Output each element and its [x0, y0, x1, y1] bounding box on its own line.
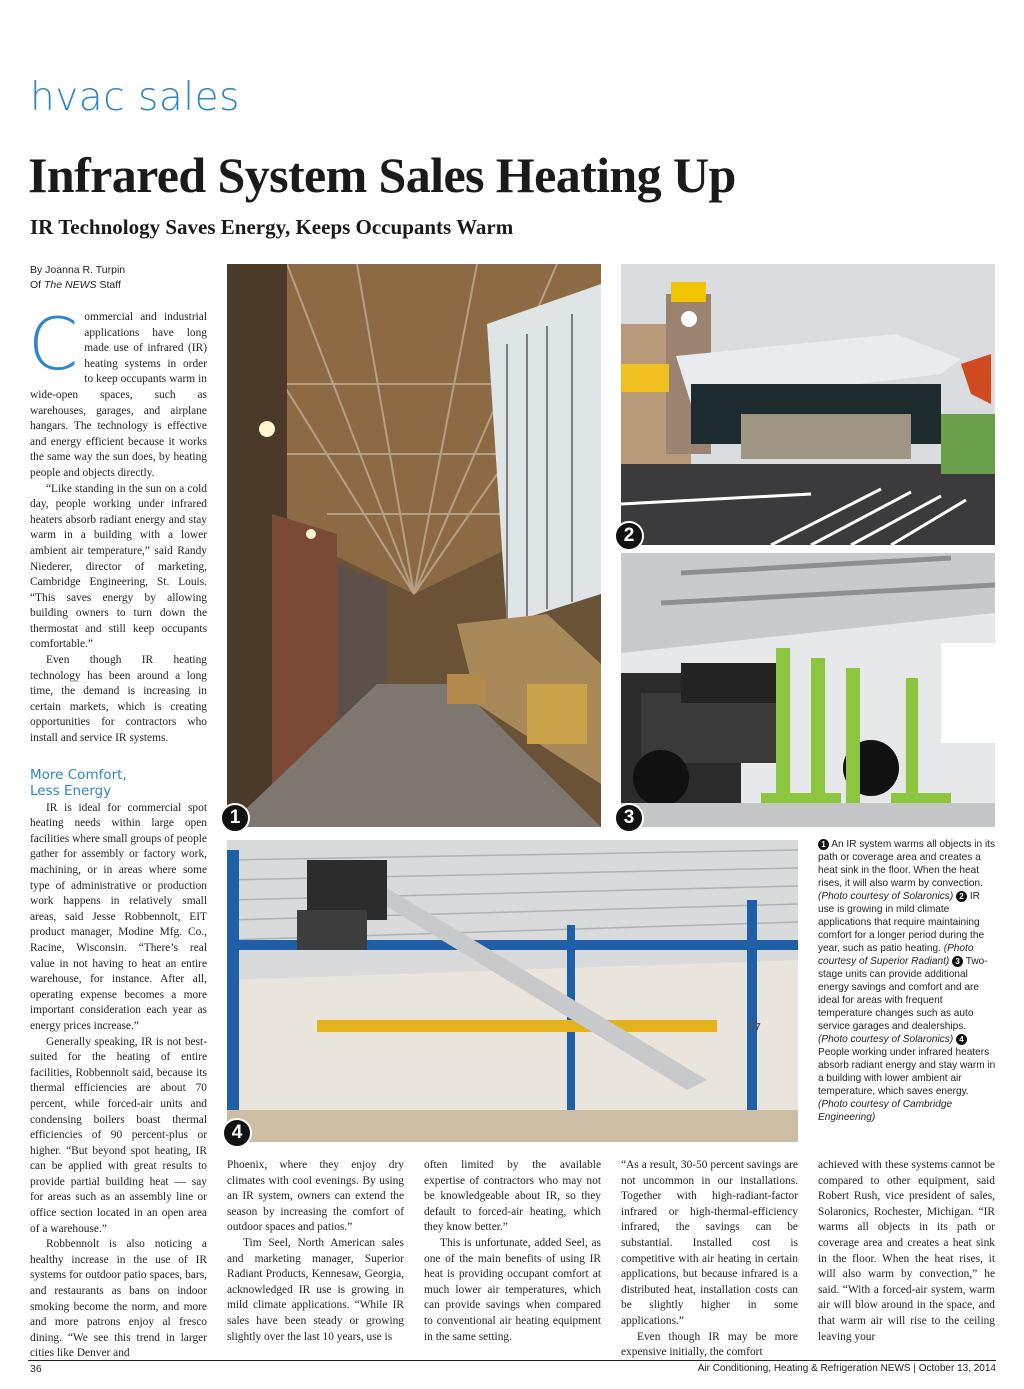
article-column-5	[818, 1158, 995, 1345]
photo-warehouse-heater	[227, 840, 798, 1142]
photo-badge-2: 2	[614, 521, 644, 551]
byline-author: By Joanna R. Turpin	[30, 264, 126, 276]
article-column-1	[28, 302, 207, 1362]
bay-marker-label: F7	[749, 1022, 761, 1033]
article-paragraph: “Like standing in the sun on a cold day, people working under infrared heaters absorb radiant energy and stay warm in a building with a lower ambient air temperature,” said Randy Niederer, director of marketing, Cambridge Engineering, St. Louis. “This saves energy by allowing building owners to turn down the thermostat and still keep occupants comfortable.”	[30, 482, 207, 651]
photo-restaurant-patio	[621, 264, 995, 545]
caption-number-2: 2	[956, 891, 967, 902]
byline-publication: The NEWS	[44, 279, 97, 291]
photo-badge-1: 1	[220, 803, 250, 833]
page-number: 36	[30, 1363, 42, 1375]
article-paragraph: IR is ideal for commercial spot heating needs within large open facilities where small groups of people gather for assembly or factory work, machining, or in areas where some type of administrative or production work happens in relatively small areas, said Jesse Robbennolt, EIT product manager, Modine Mfg. Co., Racine, Wisconsin. “There’s real value in not having to heat an entire warehouse, for instance. After all, operating expense becomes a more important consideration each year as energy prices increase.”	[30, 801, 207, 1032]
section-label: hvac sales	[30, 75, 240, 120]
caption-credit-3: (Photo courtesy of Solaronics)	[818, 1034, 954, 1045]
caption-credit-1: (Photo courtesy of Solaronics)	[818, 891, 954, 902]
caption-credit-4: (Photo courtesy of Cambridge Engineering)	[818, 1099, 953, 1123]
article-paragraph: often limited by the available expertise of contractors who may not be knowledgeable about IR, so they default to forced-air heating, which they know better.”	[424, 1159, 601, 1234]
article-paragraph: Generally speaking, IR is not best-suited for the heating of entire facilities, Robbennolt said, because its thermal efficiencies are about 70 percent, while forced-air units and condensing boilers boast thermal efficiencies of 90 percent-plus or higher. “But beyond spot heating, IR can be applied with great results to provide partial building heat — say for areas such as an assembly line or office section located in an open area of a warehouse.”	[30, 1035, 207, 1235]
byline-affiliation: Of The NEWS Staff	[30, 279, 121, 291]
photo-badge-3: 3	[614, 803, 644, 833]
caption-text-1: An IR system warms all objects in its path or coverage area and creates a heat sink in the floor. When the heat rises, it will also warm by convection.	[818, 839, 996, 889]
article-paragraph: Commercial and industrial applications have long made use of infrared (IR) heating systems in order to keep occupants warm in wide-open spaces, such as warehouses, garages, and airplane hangars. The technology is effective and energy efficient because it works the same way the sun does, by heating people and objects directly.	[28, 302, 207, 479]
caption-number-1: 1	[818, 839, 829, 850]
photo-garage-lift	[621, 553, 995, 827]
article-paragraph: achieved with these systems cannot be compared to other equipment, said Robert Rush, vice president of sales, Solaronics, Rochester, Michigan. “IR warms all objects in its path or coverage area and creates a heat sink in the floor. When the heat rises, it will also warm by convection,” he said. “With a forced-air system, warm air will blow around in the space, and that warm air will rise to the ceiling leaving your	[818, 1159, 995, 1343]
article-paragraph: This is unfortunate, added Seel, as one of the main benefits of using IR heat is providing occupant comfort at much lower air temperatures, which can provide savings when compared to conventional air heating equipment in the same setting.	[424, 1236, 601, 1343]
article-column-3	[424, 1158, 601, 1345]
article-column-2	[227, 1158, 404, 1345]
article-paragraph: “As a result, 30-50 percent savings are not uncommon in our installations. Together with high-radiant-factor infrared or high-thermal-efficiency infrared, the savings can be substantial. Installed cost is competitive with air heating in certain applications, but because infrared is a distributed heat, installation costs can be slightly higher in some applications.”	[621, 1159, 798, 1327]
article-paragraph: Tim Seel, North American sales and marketing manager, Superior Radiant Products, Kennesaw, Georgia, acknowledged IR use is growing in mild climate applications. “While IR sales have been steady or growing slightly over the last 10 years, use is	[227, 1236, 404, 1343]
photo-badge-4: 4	[222, 1118, 252, 1148]
article-paragraph: Even though IR may be more expensive initially, the comfort	[621, 1330, 798, 1359]
subhead: IR Technology Saves Energy, Keeps Occupants Warm	[30, 215, 514, 239]
photo-warehouse-aisle	[227, 264, 601, 827]
caption-credit-2: (Photo courtesy of Superior Radiant)	[818, 943, 974, 967]
article-paragraph: Robbennolt is also noticing a healthy increase in the use of IR systems for outdoor patio spaces, bars, and restaurants as bans on indoor smoking become the norm, and more and more patrons enjoy al fresco dining. “We see this trend in larger cities like Denver and	[30, 1238, 207, 1360]
caption-text-4: People working under infrared heaters absorb radiant energy and stay warm in a building with lower ambient air temperature, which saves energy.	[818, 1047, 996, 1097]
drop-cap: C	[28, 302, 79, 386]
article-paragraph: Phoenix, where they enjoy dry climates with cool evenings. By using an IR system, owners can extend the season by increasing the comfort of outdoor spaces and patios.”	[227, 1159, 404, 1234]
subsection-heading: More Comfort, Less Energy	[30, 766, 127, 799]
caption-text-3: Two-stage units can provide additional energy savings and comfort and are ideal for areas with frequent temperature changes such as auto service garages and dealerships.	[818, 956, 988, 1032]
caption-number-3: 3	[952, 956, 963, 967]
byline	[30, 263, 125, 293]
caption-text-2: IR use is growing in mild climate applications that require maintaining comfort for a longer period during the year, such as patio heating.	[818, 891, 985, 954]
footer-publication: Air Conditioning, Heating & Refrigeration NEWS | October 13, 2014	[697, 1363, 996, 1374]
article-column-4	[621, 1158, 798, 1361]
photo-captions	[818, 838, 998, 1124]
article-paragraph: Even though IR heating technology has been around a long time, the demand is increasing in certain markets, which is creating opportunities for contractors who install and service IR systems.	[30, 654, 207, 745]
headline: Infrared System Sales Heating Up	[28, 147, 736, 203]
footer-rule	[28, 1360, 996, 1361]
caption-number-4: 4	[956, 1034, 967, 1045]
